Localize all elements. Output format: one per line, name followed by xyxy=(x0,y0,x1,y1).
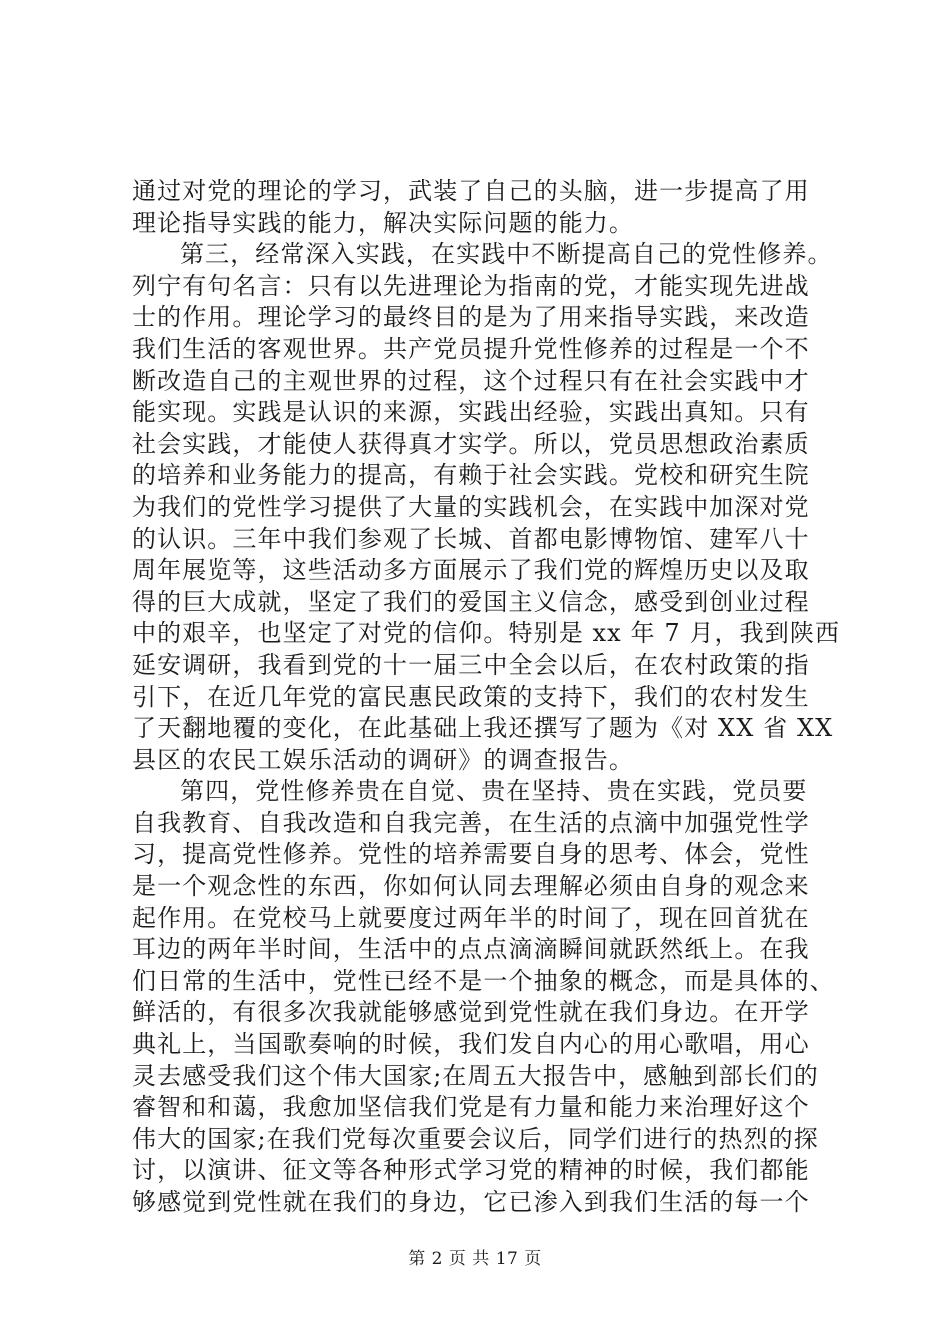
text-line: 鲜活的，有很多次我就能够感觉到党性就在我们身边。在开学 xyxy=(132,998,810,1027)
paragraph-start-line: 第三，经常深入实践，在实践中不断提高自己的党性修养。 xyxy=(180,240,833,269)
text-line: 社会实践，才能使人获得真才实学。所以，党员思想政治素质 xyxy=(132,429,810,458)
text-line: 断改造自己的主观世界的过程，这个过程只有在社会实践中才 xyxy=(132,366,810,395)
text-line: 了天翻地覆的变化，在此基础上我还撰写了题为《对 XX 省 XX xyxy=(132,714,834,743)
text-line: 习，提高党性修养。党性的培养需要自身的思考、体会，党性 xyxy=(132,840,810,869)
text-line: 起作用。在党校马上就要度过两年半的时间了，现在回首犹在 xyxy=(132,903,810,932)
text-line: 耳边的两年半时间，生活中的点点滴滴瞬间就跃然纸上。在我 xyxy=(132,935,810,964)
text-line: 的认识。三年中我们参观了长城、首都电影博物馆、建军八十 xyxy=(132,524,810,553)
text-line: 典礼上，当国歌奏响的时候，我们发自内心的用心歌唱，用心 xyxy=(132,1030,810,1059)
text-line: 列宁有句名言：只有以先进理论为指南的党，才能实现先进战 xyxy=(132,271,810,300)
text-line: 中的艰辛，也坚定了对党的信仰。特别是 xx 年 7 月，我到陕西 xyxy=(132,619,841,648)
text-line: 得的巨大成就，坚定了我们的爱国主义信念，感受到创业过程 xyxy=(132,587,810,616)
text-line: 的培养和业务能力的提高，有赖于社会实践。党校和研究生院 xyxy=(132,461,810,490)
text-line: 理论指导实践的能力，解决实际问题的能力。 xyxy=(132,208,634,237)
paragraph-start-line: 第四，党性修养贵在自觉、贵在坚持、贵在实践，党员要 xyxy=(180,777,808,806)
text-line: 睿智和和蔼，我愈加坚信我们党是有力量和能力来治理好这个 xyxy=(132,1093,810,1122)
text-line: 周年展览等，这些活动多方面展示了我们党的辉煌历史以及取 xyxy=(132,556,810,585)
document-body xyxy=(132,176,841,1219)
text-line: 够感觉到党性就在我们的身边，它已渗入到我们生活的每一个 xyxy=(132,1188,810,1216)
text-line: 我们生活的客观世界。共产党员提升党性修养的过程是一个不 xyxy=(132,334,810,363)
text-line: 自我教育、自我改造和自我完善，在生活的点滴中加强党性学 xyxy=(132,808,810,837)
text-line: 是一个观念性的东西，你如何认同去理解必须由自身的观念来 xyxy=(132,872,810,901)
text-line: 灵去感受我们这个伟大国家;在周五大报告中，感触到部长们的 xyxy=(132,1061,819,1090)
text-line: 讨，以演讲、征文等各种形式学习党的精神的时候，我们都能 xyxy=(132,1156,810,1185)
text-line: 延安调研，我看到党的十一届三中全会以后，在农村政策的指 xyxy=(132,650,810,679)
text-line: 县区的农民工娱乐活动的调研》的调查报告。 xyxy=(132,745,634,774)
page-footer xyxy=(0,1244,950,1269)
text-line: 士的作用。理论学习的最终目的是为了用来指导实践，来改造 xyxy=(132,303,810,332)
text-line: 伟大的国家;在我们党每次重要会议后，同学们进行的热烈的探 xyxy=(132,1124,819,1153)
text-line: 引下，在近几年党的富民惠民政策的支持下，我们的农村发生 xyxy=(132,682,810,711)
text-line: 们日常的生活中，党性已经不是一个抽象的概念，而是具体的、 xyxy=(132,966,835,995)
page-number-label: 第 2 页 共 17 页 xyxy=(408,1249,542,1269)
text-line: 能实现。实践是认识的来源，实践出经验，实践出真知。只有 xyxy=(132,398,810,427)
text-line: 通过对党的理论的学习，武装了自己的头脑，进一步提高了用 xyxy=(132,177,810,205)
text-line: 为我们的党性学习提供了大量的实践机会，在实践中加深对党 xyxy=(132,492,810,521)
